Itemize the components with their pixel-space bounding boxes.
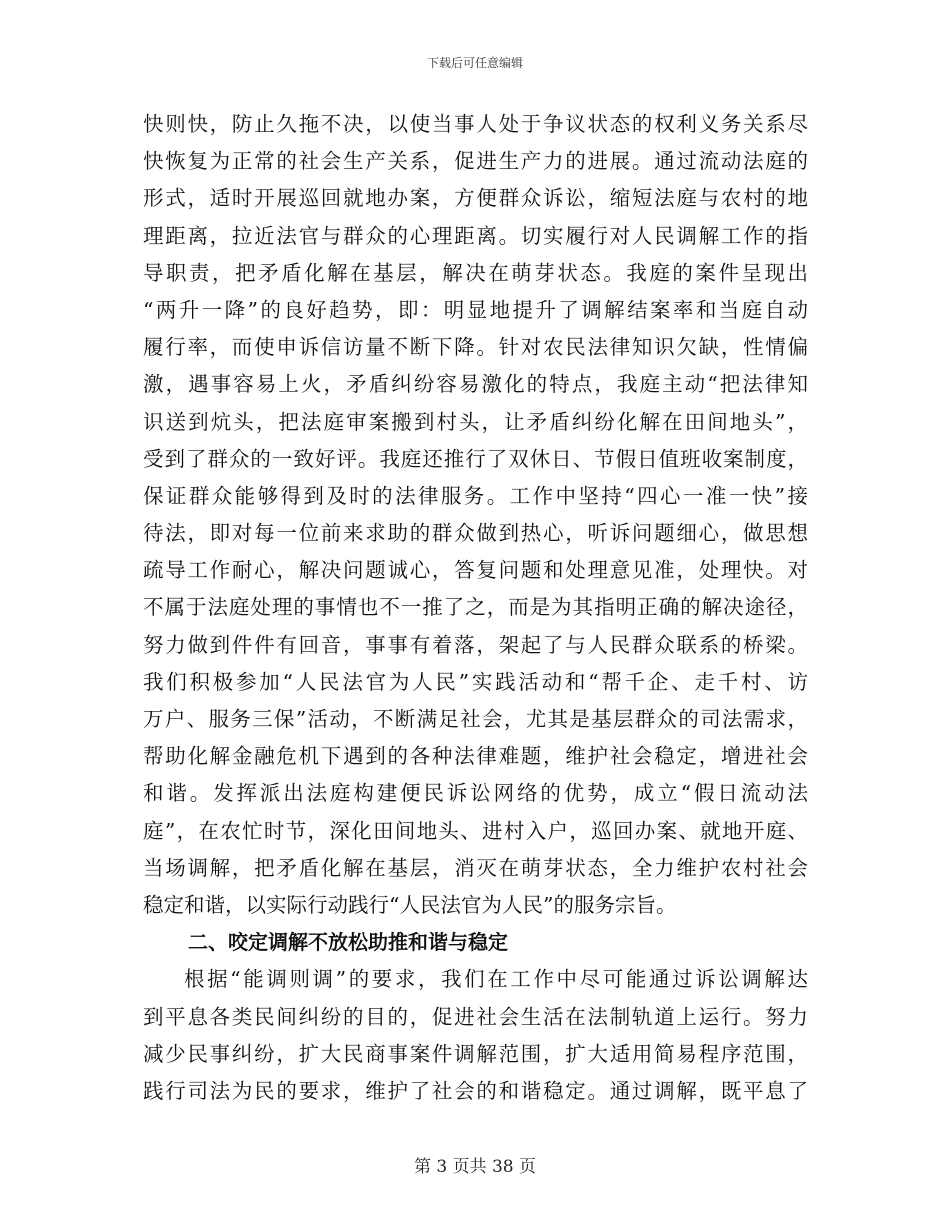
text-line: 不属于法庭处理的事情也不一推了之，而是为其指明正确的解决途径， [143,595,808,620]
text-line: 导职责，把矛盾化解在基层，解决在萌芽状态。我庭的案件呈现出 [143,260,808,285]
paragraph-2 [143,961,808,1110]
text-line: 减少民事纠纷，扩大民商事案件调解范围，扩大适用简易程序范围， [143,1041,808,1066]
text-line: 根据“能调则调”的要求，我们在工作中尽可能通过诉讼调解达 [184,967,808,992]
text-line: “两升一降”的良好趋势，即：明显地提升了调解结案率和当庭自动 [143,297,808,322]
text-line: 和谐。发挥派出法庭构建便民诉讼网络的优势，成立“假日流动法 [143,781,808,806]
text-line: 快恢复为正常的社会生产关系，促进生产力的进展。通过流动法庭的 [143,149,808,174]
text-line: 稳定和谐，以实际行动践行“人民法官为人民”的服务宗旨。 [143,892,677,917]
text-line: 形式，适时开展巡回就地办案，方便群众诉讼，缩短法庭与农村的地 [143,186,808,211]
text-line: 保证群众能够得到及时的法律服务。工作中坚持“四心一准一快”接 [143,483,808,508]
text-line: 我们积极参加“人民法官为人民”实践活动和“帮千企、走千村、访 [143,669,808,694]
paragraph-1 [143,106,808,924]
text-line: 到平息各类民间纠纷的目的，促进社会生活在法制轨道上运行。努力 [143,1004,808,1029]
text-line: 帮助化解金融危机下遇到的各种法律难题，维护社会稳定，增进社会 [143,744,808,769]
section-heading: 二、咬定调解不放松助推和谐与稳定 [188,930,508,955]
text-line: 受到了群众的一致好评。我庭还推行了双休日、节假日值班收案制度， [143,446,808,471]
text-line: 待法，即对每一位前来求助的群众做到热心，听诉问题细心，做思想 [143,521,808,546]
text-line: 当场调解，把矛盾化解在基层，消灭在萌芽状态，全力维护农村社会 [143,855,808,880]
text-line: 快则快，防止久拖不决，以使当事人处于争议状态的权利义务关系尽 [143,112,808,136]
text-line: 万户、服务三保”活动，不断满足社会，尤其是基层群众的司法需求， [143,707,808,731]
page-header: 下载后可任意编辑 [426,56,523,70]
document-body [143,106,808,1110]
text-line: 履行率，而使申诉信访量不断下降。针对农民法律知识欠缺，性情偏 [143,335,808,360]
text-line: 努力做到件件有回音，事事有着落，架起了与人民群众联系的桥梁。 [143,632,808,657]
text-line: 庭”，在农忙时节，深化田间地头、进村入户，巡回办案、就地开庭、 [143,818,808,843]
text-line: 疏导工作耐心，解决问题诚心，答复问题和处理意见准，处理快。对 [143,558,808,583]
page-footer: 第 3 页共 38 页 [413,1157,537,1177]
text-line: 践行司法为民的要求，维护了社会的和谐稳定。通过调解，既平息了 [143,1078,808,1103]
text-line: 理距离，拉近法官与群众的心理距离。切实履行对人民调解工作的指 [143,223,808,248]
text-line: 激，遇事容易上火，矛盾纠纷容易激化的特点，我庭主动“把法律知 [143,372,808,397]
text-line: 识送到炕头，把法庭审案搬到村头，让矛盾纠纷化解在田间地头”， [143,409,808,434]
